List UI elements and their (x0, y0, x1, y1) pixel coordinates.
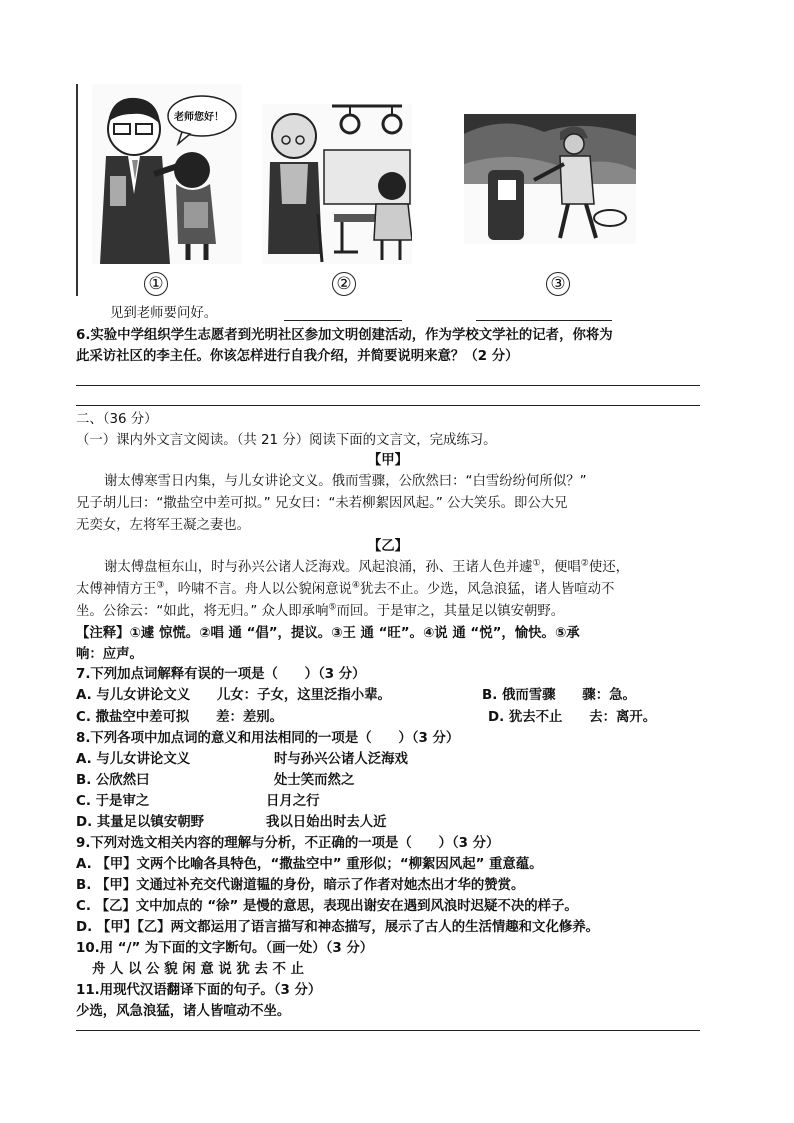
caption-picture-1: 见到老师要问好。 (110, 306, 218, 321)
picture-label-1: ① (144, 272, 168, 296)
yi-text: 坐。公徐云：“如此，将无归。” 众人即承响 (76, 604, 329, 619)
question-8-option-c-compare: 日月之行 (266, 794, 320, 809)
annotation-line2: 响：应声。 (76, 647, 143, 662)
yi-text: 使还， (588, 560, 629, 575)
yi-text: 而回。于是审之，其量足以镇安朝野。 (336, 604, 565, 619)
bus-seat-illustration (262, 104, 412, 264)
answer-line-q6-1[interactable] (76, 385, 700, 386)
yi-text: 太傅神情方王 (76, 582, 157, 597)
passage-jia-line3: 无奕女，左将军王凝之妻也。 (76, 518, 251, 533)
picture-label-2: ② (332, 272, 356, 296)
question-7-option-b[interactable]: B. 俄而雪骤 骤：急。 (482, 688, 636, 703)
question-11-text: 少选，风急浪猛，诸人皆喧动不坐。 (76, 1004, 291, 1019)
footnote-marker: ⑤ (328, 602, 337, 613)
trash-bin-illustration (464, 114, 636, 244)
yi-text: ，吟啸不言。舟人以公貌闲意说 (164, 582, 352, 597)
question-9: 9.下列对选文相关内容的理解与分析，不正确的一项是（ ）（3 分） (76, 836, 500, 851)
question-6-line1: 6.实验中学组织学生志愿者到光明社区参加文明创建活动，作为学校文学社的记者，你将为 (76, 328, 613, 343)
section-2-heading: 二、（36 分） (76, 412, 158, 427)
yi-text: 犹去不止。少选，风急浪猛，诸人皆喧动不 (359, 582, 615, 597)
picture-label-3: ③ (546, 272, 570, 296)
answer-blank-picture-2[interactable] (284, 320, 402, 321)
question-7: 7.下列加点词解释有误的一项是（ ）（3 分） (76, 667, 366, 682)
picture-trash-bin (464, 114, 636, 244)
footnote-marker: ④ (351, 580, 360, 591)
left-border-line (76, 84, 78, 296)
question-10-text[interactable]: 舟 人 以 公 貌 闲 意 说 犹 去 不 止 (92, 962, 304, 977)
yi-text: ，便唱 (540, 560, 581, 575)
question-6-line2: 此采访社区的李主任。你该怎样进行自我介绍，并简要说明来意？（2 分） (76, 349, 519, 364)
question-8-option-d[interactable]: D. 其量足以镇安朝野 (76, 815, 204, 830)
footnote-marker: ① (532, 558, 541, 569)
question-7-option-c[interactable]: C. 撒盐空中差可拟 差：差别。 (76, 710, 284, 725)
question-8: 8.下列各项中加点词的意义和用法相同的一项是（ ）（3 分） (76, 731, 460, 746)
question-9-option-b[interactable]: B. 【甲】文通过补充交代谢道韫的身份，暗示了作者对她杰出才华的赞赏。 (76, 878, 525, 893)
picture-bus-seat (262, 104, 412, 264)
question-7-option-d[interactable]: D. 犹去不止 去：离开。 (488, 710, 657, 725)
question-9-option-d[interactable]: D. 【甲】【乙】两文都运用了语言描写和神态描写，展示了古人的生活情趣和文化修养。 (76, 920, 600, 935)
question-8-option-a[interactable]: A. 与儿女讲论文义 (76, 752, 191, 767)
picture-teacher-greeting (92, 84, 242, 264)
passage-yi-line2 (76, 580, 614, 600)
question-11: 11.用现代汉语翻译下面的句子。（3 分） (76, 983, 322, 998)
answer-blank-picture-3[interactable] (476, 320, 612, 321)
yi-text: 谢太傅盘桓东山，时与孙兴公诸人泛海戏。风起浪涌，孙、王诸人色并遽 (104, 560, 533, 575)
footnote-marker: ② (580, 558, 589, 569)
passage-jia-line1: 谢太傅寒雪日内集，与儿女讲论文义。俄而雪骤，公欣然曰：“白雪纷纷何所似？” (104, 474, 587, 489)
question-8-option-c[interactable]: C. 于是审之 (76, 794, 150, 809)
question-8-option-d-compare: 我以日始出时去人近 (266, 815, 387, 830)
speech-bubble-text: 老师您好！ (174, 112, 224, 123)
footnote-marker: ③ (156, 580, 165, 591)
annotation-line1: 【注释】①遽 惊慌。②唱 通 “倡”，提议。③王 通 “旺”。④说 通 “悦”，愉快。⑤承 (76, 626, 580, 641)
passage-yi-line1 (104, 558, 629, 578)
question-9-option-c[interactable]: C. 【乙】文中加点的 “徐” 是慢的意思，表现出谢安在遇到风浪时迟疑不决的样子。 (76, 899, 578, 914)
question-8-option-b[interactable]: B. 公欣然曰 (76, 773, 150, 788)
answer-line-q6-2[interactable] (76, 405, 700, 406)
question-7-option-a[interactable]: A. 与儿女讲论文义 儿女：子女，这里泛指小辈。 (76, 688, 391, 703)
question-10: 10.用 “/” 为下面的文字断句。（画一处）（3 分） (76, 941, 374, 956)
answer-line-q11[interactable] (76, 1030, 700, 1031)
part-1-heading: （一）课内外文言文阅读。（共 21 分）阅读下面的文言文，完成练习。 (76, 433, 497, 448)
question-8-option-b-compare: 处士笑而然之 (274, 773, 355, 788)
passage-yi-line3 (76, 602, 564, 622)
question-9-option-a[interactable]: A. 【甲】文两个比喻各具特色，“撒盐空中” 重形似；“柳絮因风起” 重意蕴。 (76, 857, 543, 872)
question-8-option-a-compare: 时与孙兴公诸人泛海戏 (274, 752, 408, 767)
passage-jia-title: 【甲】 (367, 453, 409, 468)
passage-yi-title: 【乙】 (367, 539, 409, 554)
passage-jia-line2: 兄子胡儿曰：“撒盐空中差可拟。” 兄女曰：“未若柳絮因风起。” 公大笑乐。即公大兄 (76, 496, 568, 511)
